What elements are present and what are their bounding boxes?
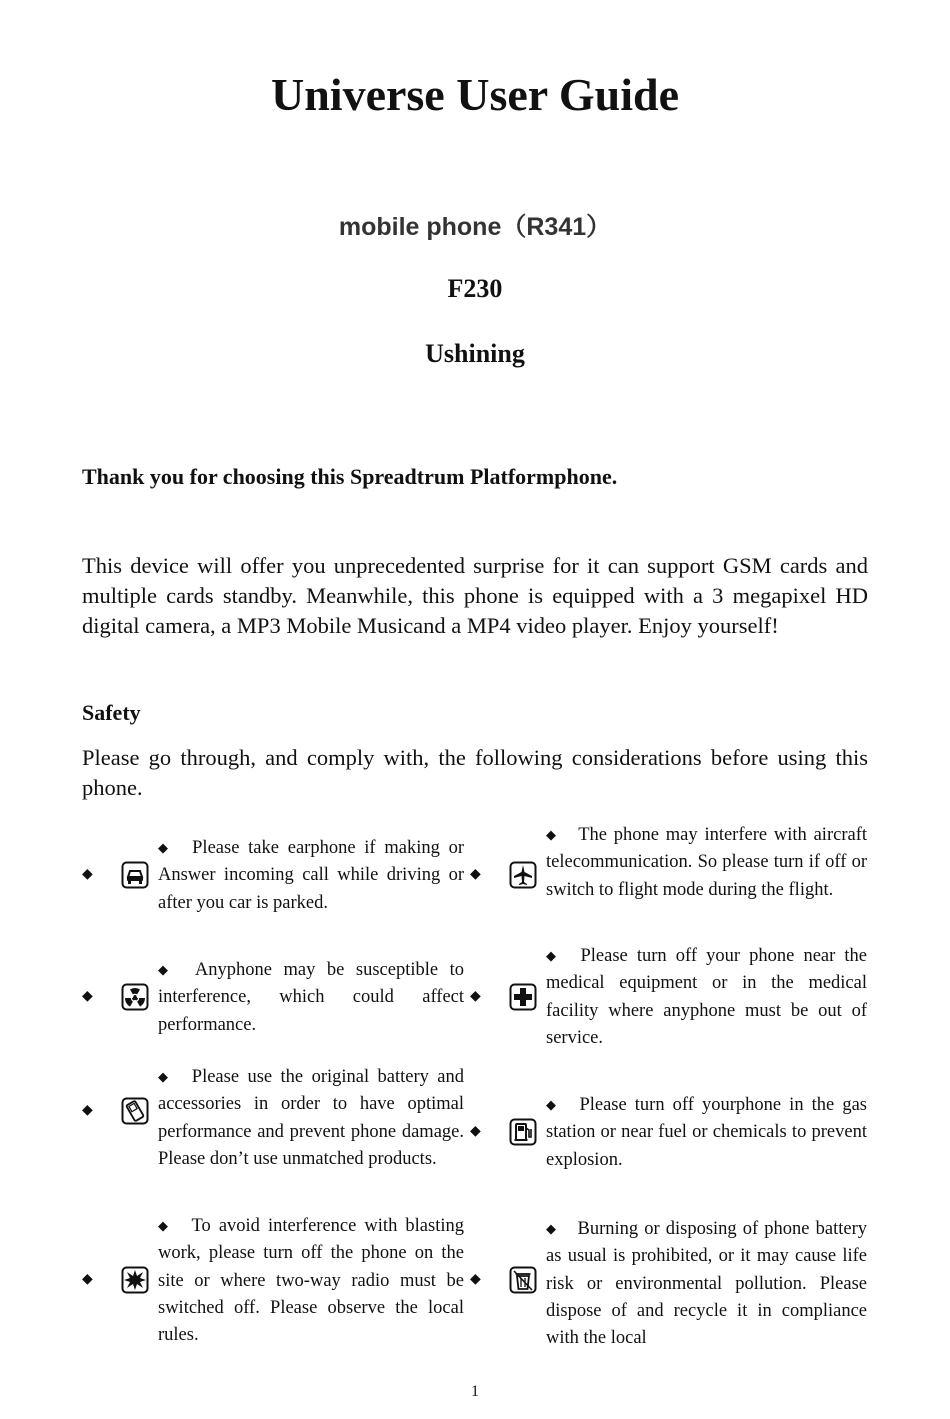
battery-phone-icon bbox=[121, 1097, 149, 1125]
product-subtitle: mobile phone（R341） bbox=[338, 213, 612, 241]
outer-bullet: ◆ bbox=[470, 1124, 481, 1139]
recycle-bin-icon bbox=[509, 1266, 537, 1294]
inner-bullet: ◆ bbox=[546, 1221, 558, 1236]
inner-bullet: ◆ bbox=[158, 962, 175, 977]
thanks-heading: Thank you for choosing this Spreadtrum Platformphone. bbox=[82, 464, 618, 489]
inner-bullet: ◆ bbox=[546, 1097, 560, 1112]
explosion-icon bbox=[121, 1266, 149, 1294]
brand-name: Ushining bbox=[425, 339, 525, 368]
safety-item-text: ◆ Please turn off your phone near the medical equipment or in the medical facility where anyphone must be out of service. bbox=[546, 946, 867, 1048]
inner-bullet: ◆ bbox=[546, 827, 559, 842]
outer-bullet: ◆ bbox=[470, 989, 481, 1004]
medical-cross-icon bbox=[509, 983, 537, 1011]
intro-paragraph: This device will offer you unprecedented surprise for it can support GSM cards and multiple cards standby. Meanwhile, this phone is equipped with a 3 megapixel HD digital camera, a MP3 Mobile Musicand a MP4 video player. Enjoy yourself! bbox=[82, 553, 868, 638]
page-title: Universe User Guide bbox=[270, 69, 679, 120]
inner-bullet: ◆ bbox=[546, 948, 561, 963]
safety-item-text: ◆ To avoid interference with blasting work, please turn off the phone on the site or where two-way radio must be switched off. Please observe the local rules. bbox=[158, 1216, 464, 1346]
outer-bullet: ◆ bbox=[82, 1103, 93, 1118]
safety-item-text: ◆ Please turn off yourphone in the gas station or near fuel or chemicals to prevent explosion. bbox=[546, 1095, 867, 1170]
safety-item-text: ◆ Please use the original battery and accessories in order to have optimal performance and prevent phone damage. Please don’t use unmatched products. bbox=[158, 1067, 465, 1169]
outer-bullet: ◆ bbox=[82, 1272, 93, 1287]
inner-bullet: ◆ bbox=[158, 1218, 172, 1233]
page-number: 1 bbox=[471, 1383, 479, 1400]
airplane-icon bbox=[509, 861, 537, 889]
fuel-pump-icon bbox=[509, 1118, 537, 1146]
inner-bullet: ◆ bbox=[158, 840, 173, 855]
outer-bullet: ◆ bbox=[82, 867, 93, 882]
inner-bullet: ◆ bbox=[158, 1069, 172, 1084]
safety-item-text: ◆ Burning or disposing of phone battery as usual is prohibited, or it may cause life risk or environmental pollution. Please dispose of and recycle it in compliance with the local bbox=[546, 1219, 867, 1349]
safety-item-text: ◆ The phone may interfere with aircraft telecommunication. So please turn if off or switch to flight mode during the flight. bbox=[546, 825, 867, 900]
outer-bullet: ◆ bbox=[470, 867, 481, 882]
safety-heading: Safety bbox=[82, 700, 141, 725]
outer-bullet: ◆ bbox=[82, 989, 93, 1004]
safety-item-text: ◆ Anyphone may be susceptible to interference, which could affect performance. bbox=[158, 960, 464, 1035]
model-number: F230 bbox=[447, 274, 503, 303]
radiation-icon bbox=[121, 983, 149, 1011]
outer-bullet: ◆ bbox=[470, 1272, 481, 1287]
car-icon bbox=[121, 861, 149, 889]
safety-intro-paragraph: Please go through, and comply with, the following considerations before using this phone. bbox=[82, 745, 868, 800]
safety-item-text: ◆ Please take earphone if making or Answer incoming call while driving or after you car is parked. bbox=[158, 838, 464, 913]
